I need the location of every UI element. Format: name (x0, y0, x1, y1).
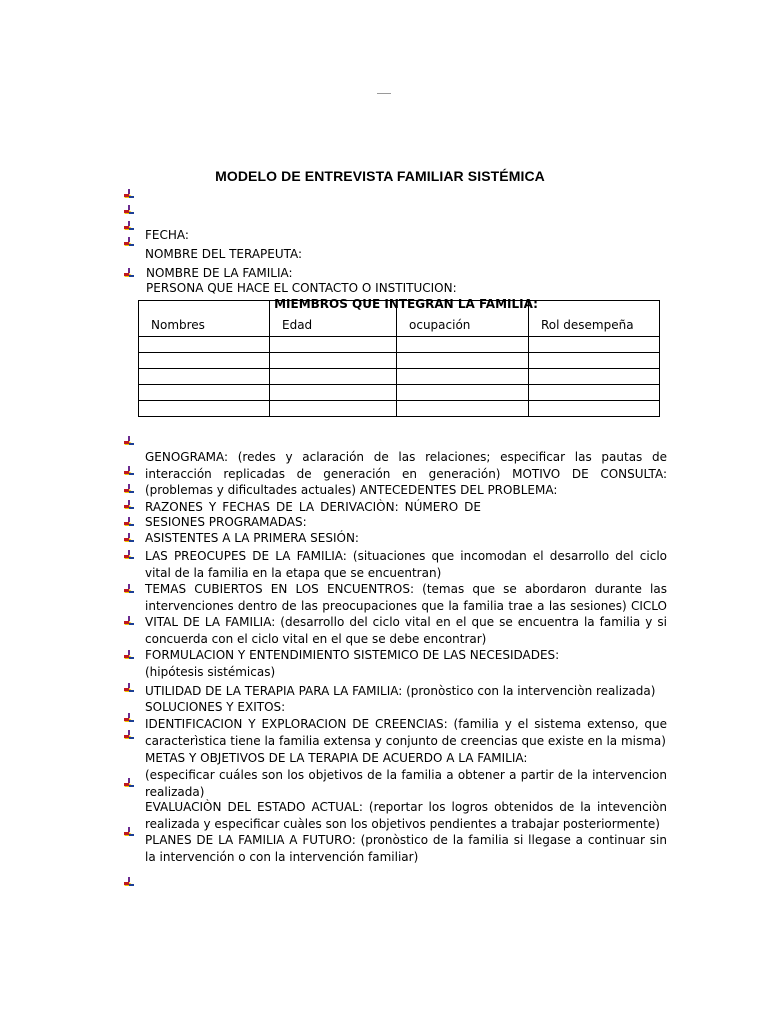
bullet-icon (124, 713, 134, 723)
section-asistentes: ASISTENTES A LA PRIMERA SESIÓN: (145, 531, 359, 545)
table-cell (270, 385, 397, 401)
table-row (139, 337, 660, 353)
table-cell (270, 369, 397, 385)
table-cell (270, 337, 397, 353)
section-creencias: IDENTIFICACION Y EXPLORACION DE CREENCIAS: (familia y el sistema extenso, que caracterìstica tiene la familia extensa y conjunto de creencias que existe en la misma) (145, 717, 667, 748)
table-row (139, 369, 660, 385)
table-cell (397, 353, 529, 369)
bullet-icon (124, 268, 134, 278)
section-sesiones: SESIONES PROGRAMADAS: (145, 515, 307, 529)
table-row (139, 401, 660, 417)
section-razones: RAZONES Y FECHAS DE LA DERIVACIÒN: NÚMERO DE (145, 500, 481, 514)
table-cell (397, 385, 529, 401)
section-formulacion: FORMULACION Y ENTENDIMIENTO SISTEMICO DE LAS NECESIDADES: (145, 648, 560, 662)
table-cell (397, 401, 529, 417)
table-cell (139, 369, 270, 385)
table-cell (139, 353, 270, 369)
header-rule (377, 93, 391, 94)
table-cell (139, 337, 270, 353)
table-cell (529, 353, 660, 369)
table-cell (139, 385, 270, 401)
section-genograma: GENOGRAMA: (redes y aclaración de las relaciones; especificar las pautas de interacción replicadas de generación en generación) MOTIVO DE CONSULTA: (problemas y dificultades actuales) ANTECEDENTES DEL PROBLEMA: (145, 450, 667, 497)
section-soluciones: SOLUCIONES Y EXITOS: (145, 700, 286, 714)
bullet-icon (124, 237, 134, 247)
section-metas: METAS Y OBJETIVOS DE LA TERAPIA DE ACUERDO A LA FAMILIA: (145, 751, 528, 765)
table-row (139, 353, 660, 369)
field-familia: NOMBRE DE LA FAMILIA: (146, 266, 293, 280)
bullet-icon (124, 533, 134, 543)
bullet-icon (124, 436, 134, 446)
table-caption: MIEMBROS QUE INTEGRAN LA FAMILIA: (274, 297, 538, 311)
bullet-icon (124, 778, 134, 788)
table-cell (397, 337, 529, 353)
section-planes: PLANES DE LA FAMILIA A FUTURO: (pronòstico de la familia si llegase a continuar sin la intervención o con la intervención familiar) (145, 833, 667, 864)
bullet-icon (124, 616, 134, 626)
bullet-icon (124, 500, 134, 510)
table-cell (139, 401, 270, 417)
section-temas: TEMAS CUBIERTOS EN LOS ENCUENTROS: (temas que se abordaron durante las intervenciones dentro de las preocupaciones que la familia trae a las sesiones) CICLO VITAL DE LA FAMILIA: (desarrollo del ciclo vital en el que se encuentra la familia y si concuerda con el ciclo vital en el que se debe encontrar) (145, 582, 667, 646)
family-members-table (138, 300, 660, 417)
table-cell (270, 353, 397, 369)
col-rol: Rol desempeña (529, 301, 660, 337)
bullet-icon (124, 827, 134, 837)
bullet-icon (124, 877, 134, 887)
bullet-icon (124, 205, 134, 215)
table-cell (529, 401, 660, 417)
col-nombres: Nombres (139, 301, 270, 337)
bullet-icon (124, 730, 134, 740)
bullet-icon (124, 584, 134, 594)
bullet-icon (124, 683, 134, 693)
bullet-icon (124, 466, 134, 476)
bullet-icon (124, 550, 134, 560)
field-terapeuta: NOMBRE DEL TERAPEUTA: (145, 247, 303, 261)
field-fecha: FECHA: (145, 228, 189, 242)
section-evaluacion: EVALUACIÒN DEL ESTADO ACTUAL: (reportar los logros obtenidos de la intevenciòn realizada y especificar cuàles son los objetivos pendientes a trabajar posteriormente) (145, 800, 667, 831)
bullet-icon (124, 189, 134, 199)
table-cell (529, 385, 660, 401)
col-ocupacion: ocupación (397, 301, 529, 337)
section-preocupes: LAS PREOCUPES DE LA FAMILIA: (situaciones que incomodan el desarrollo del ciclo vital de la familia en la etapa que se encuentran) (145, 549, 667, 580)
table-cell (529, 369, 660, 385)
table-row (139, 385, 660, 401)
bullet-icon (124, 517, 134, 527)
section-hipotesis: (hipótesis sistémicas) (145, 665, 276, 679)
document-title: MODELO DE ENTREVISTA FAMILIAR SISTÉMICA (215, 168, 545, 184)
col-edad: Edad (270, 301, 397, 337)
bullet-icon (124, 650, 134, 660)
table-cell (397, 369, 529, 385)
table-cell (529, 337, 660, 353)
bullet-icon (124, 221, 134, 231)
field-contacto: PERSONA QUE HACE EL CONTACTO O INSTITUCION: (146, 281, 457, 295)
table-cell (270, 401, 397, 417)
section-utilidad: UTILIDAD DE LA TERAPIA PARA LA FAMILIA: (pronòstico con la intervenciòn realizada) (145, 684, 656, 698)
bullet-icon (124, 484, 134, 494)
section-metas-detalle: (especificar cuáles son los objetivos de la familia a obtener a partir de la intervencion realizada) (145, 768, 667, 799)
